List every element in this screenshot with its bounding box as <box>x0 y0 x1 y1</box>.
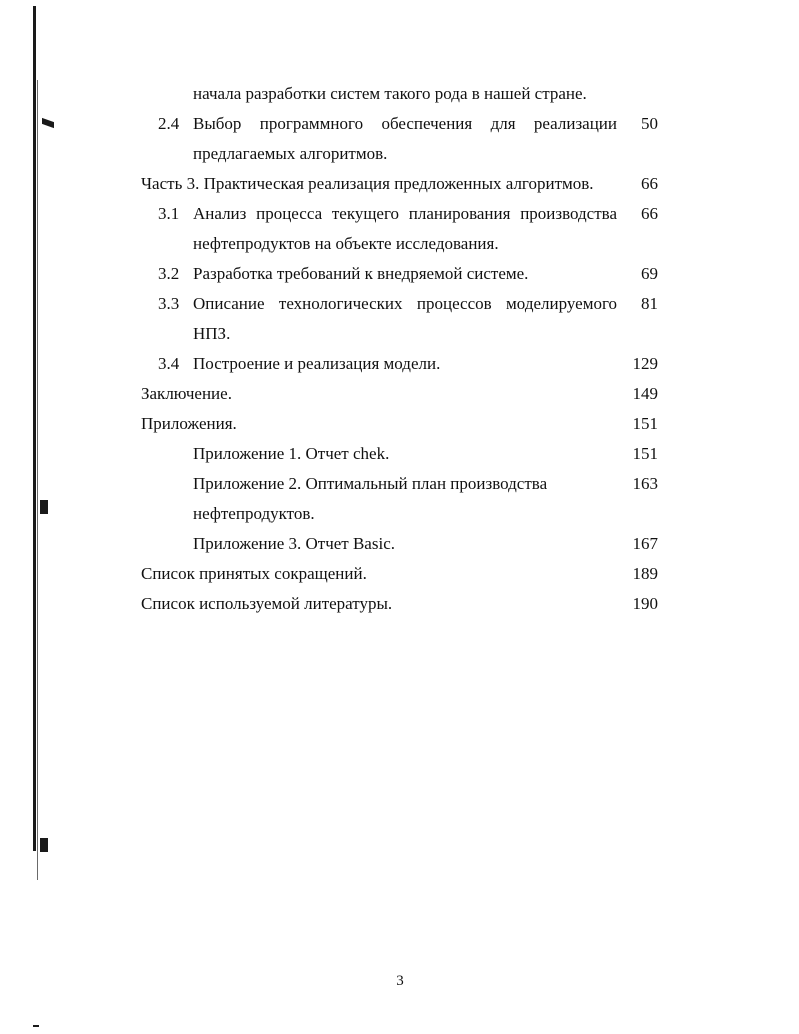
toc-page-number: 66 <box>641 174 658 193</box>
toc-page-number: 50 <box>641 114 658 133</box>
toc-chapter-title: Заключение. <box>141 384 232 403</box>
toc-page-number: 151 <box>632 444 658 463</box>
toc-entry-text: Анализ процесса текущего планирования производства <box>193 204 617 223</box>
toc-chapter-title: Приложения. <box>141 414 237 433</box>
toc-entry-text-cont: предлагаемых алгоритмов. <box>193 144 388 163</box>
toc-page-number: 149 <box>632 384 658 403</box>
toc-entry-text-cont: НПЗ. <box>193 324 231 343</box>
toc-page-number: 81 <box>641 294 658 313</box>
toc-appendix-title-cont: нефтепродуктов. <box>193 504 315 523</box>
toc-page-number: 190 <box>632 594 658 613</box>
toc-page-number: 189 <box>632 564 658 583</box>
toc-entry-text: Выбор программного обеспечения для реализации <box>193 114 617 133</box>
page-number-footer: 3 <box>396 973 404 989</box>
toc-page-number: 66 <box>641 204 658 223</box>
toc-page-number: 163 <box>632 474 658 493</box>
toc-section-number: 3.4 <box>158 354 180 373</box>
toc-appendix-title: Приложение 3. Отчет Basic. <box>193 534 395 553</box>
toc-page-number: 167 <box>632 534 658 553</box>
toc-page-number: 151 <box>632 414 658 433</box>
toc-page-number: 69 <box>641 264 658 283</box>
toc-section-number: 3.3 <box>158 294 180 313</box>
toc-entry-text: Построение и реализация модели. <box>193 354 441 373</box>
toc-continuation-line: начала разработки систем такого рода в нашей стране. <box>193 84 587 103</box>
toc-entry-text: Разработка требований к внедряемой системе. <box>193 264 529 283</box>
toc-chapter-title: Список используемой литературы. <box>141 594 393 613</box>
toc-section-number: 2.4 <box>158 114 180 133</box>
toc-page-number: 129 <box>632 354 658 373</box>
toc-section-number: 3.2 <box>158 264 180 283</box>
toc-part-title: Часть 3. Практическая реализация предложенных алгоритмов. <box>141 174 594 193</box>
toc-entry-text-cont: нефтепродуктов на объекте исследования. <box>193 234 499 253</box>
toc-entry-text: Описание технологических процессов моделируемого <box>193 294 617 313</box>
toc-appendix-title: Приложение 2. Оптимальный план производства <box>193 474 548 493</box>
toc-chapter-title: Список принятых сокращений. <box>141 564 367 583</box>
toc-appendix-title: Приложение 1. Отчет chek. <box>193 444 390 463</box>
toc-section-number: 3.1 <box>158 204 180 223</box>
